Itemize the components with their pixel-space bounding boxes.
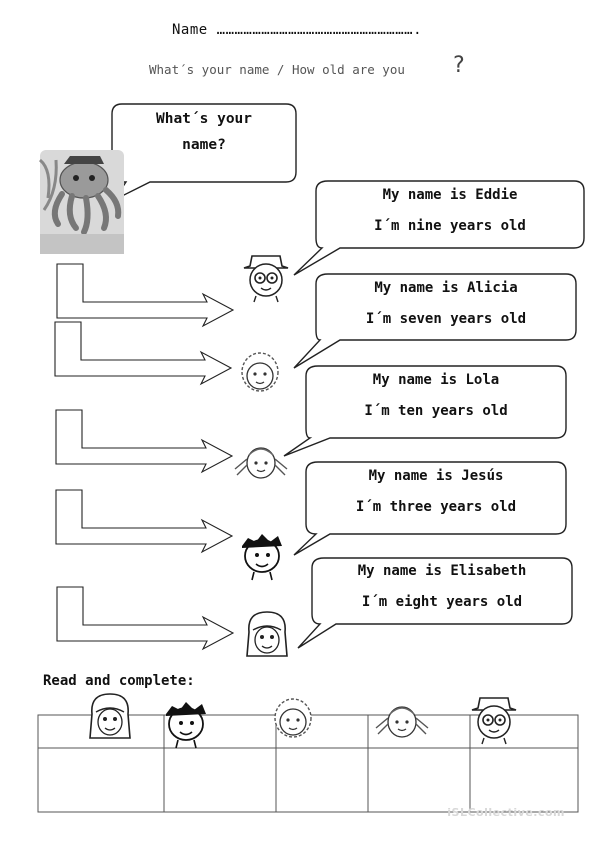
- bubble-line-name: My name is Elisabeth: [357, 563, 527, 579]
- girl-curly-hair-face: [242, 353, 278, 391]
- answer-cell-2[interactable]: [165, 749, 275, 811]
- worksheet-subtitle: What´s your name / How old are you: [149, 62, 405, 77]
- question-mark: ?: [452, 53, 466, 78]
- octopus-picture: [40, 150, 124, 254]
- bubble-text-eddie: [316, 180, 584, 242]
- table-face-girl-curly-hair: [275, 699, 311, 737]
- bubble-text-lola: [306, 365, 566, 427]
- intro-bubble-line1: What´s your: [155, 111, 253, 127]
- bubble-line-age: I´m nine years old: [374, 218, 526, 234]
- arrow-elisabeth: [57, 587, 233, 649]
- bubble-line-age: I´m three years old: [355, 499, 517, 515]
- bubble-line-name: My name is Lola: [372, 372, 500, 388]
- girl-pigtails-face: [235, 448, 287, 478]
- exercise-title: Read and complete:: [43, 673, 195, 689]
- bubble-text-jesus: [306, 461, 566, 523]
- girl-long-hair-face: [247, 612, 287, 656]
- bubble-text-alicia: [316, 273, 576, 335]
- bubble-line-age: I´m eight years old: [361, 594, 523, 610]
- bubble-line-age: I´m ten years old: [364, 403, 508, 419]
- bubble-line-age: I´m seven years old: [365, 311, 527, 327]
- arrow-jesus: [56, 490, 232, 552]
- bubble-line-name: My name is Eddie: [382, 187, 518, 203]
- answer-cell-3[interactable]: [277, 749, 367, 811]
- table-face-girl-long-hair: [90, 694, 130, 738]
- bubble-line-name: My name is Alicia: [374, 280, 518, 296]
- intro-bubble-text: [122, 104, 286, 158]
- watermark: iSLCollective.com: [447, 806, 565, 819]
- answer-cell-5[interactable]: [471, 749, 577, 811]
- boy-with-hat-and-glasses-face: [244, 256, 288, 302]
- arrow-eddie: [57, 264, 233, 326]
- boy-messy-hair-face: [242, 534, 282, 580]
- name-field-label: Name ………………………………………………………….: [172, 22, 423, 38]
- bubble-line-name: My name is Jesús: [368, 468, 504, 484]
- arrow-alicia: [55, 322, 231, 384]
- arrow-lola: [56, 410, 232, 472]
- answer-cell-4[interactable]: [369, 749, 469, 811]
- bubble-text-elisabeth: [312, 556, 572, 618]
- intro-bubble-line2: name?: [182, 137, 226, 153]
- answer-cell-1[interactable]: [39, 749, 163, 811]
